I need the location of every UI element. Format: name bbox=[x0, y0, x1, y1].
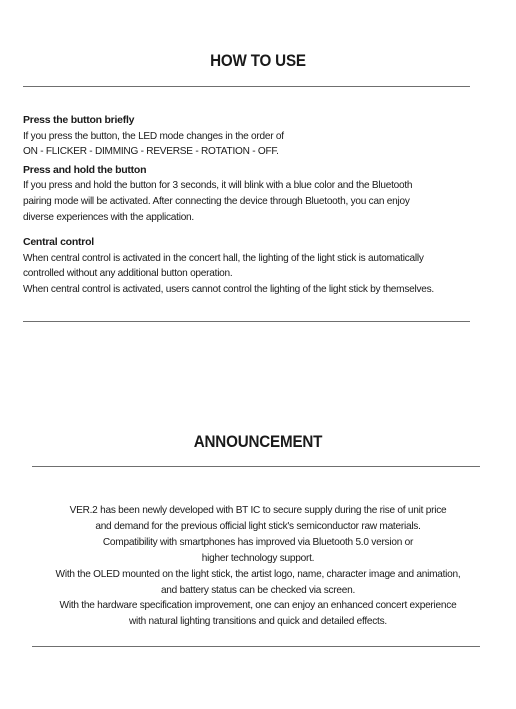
instruction-line: diverse experiences with the application. bbox=[23, 211, 194, 223]
announcement-title: ANNOUNCEMENT bbox=[193, 433, 323, 451]
instruction-item-button-hold bbox=[23, 163, 483, 225]
instruction-line: ON - FLICKER - DIMMING - REVERSE - ROTATION - OFF. bbox=[23, 146, 279, 158]
instruction-line: controlled without any additional button operation. bbox=[23, 268, 233, 280]
instruction-line: If you press and hold the button for 3 seconds, it will blink with a blue color and the Bluetooth bbox=[23, 180, 413, 192]
instruction-title: Press and hold the button bbox=[23, 163, 147, 176]
how-to-use-bottom-divider bbox=[23, 321, 470, 322]
announcement-line: With the OLED mounted on the light stick, the artist logo, name, character image and animation, bbox=[55, 568, 461, 580]
announcement-line: and demand for the previous official light stick's semiconductor raw materials. bbox=[95, 520, 421, 532]
announcement-bottom-divider bbox=[32, 646, 480, 647]
announcement-line: With the hardware specification improvement, one can enjoy an enhanced concert experience bbox=[59, 600, 457, 612]
announcement-line: and battery status can be checked via screen. bbox=[160, 584, 356, 596]
announcement-line: with natural lighting transitions and quick and detailed effects. bbox=[129, 616, 387, 628]
instruction-line: If you press the button, the LED mode changes in the order of bbox=[23, 130, 284, 142]
instruction-title: Central control bbox=[23, 236, 94, 249]
instruction-title: Press the button briefly bbox=[23, 114, 135, 126]
announcement-top-divider bbox=[32, 466, 480, 467]
announcement-line: VER.2 has been newly developed with BT IC to secure supply during the rise of unit price bbox=[69, 505, 447, 516]
how-to-use-content bbox=[23, 113, 483, 298]
instruction-line: pairing mode will be activated. After connecting the device through Bluetooth, you can enjoy bbox=[23, 195, 410, 207]
instruction-item-central-control bbox=[23, 235, 483, 297]
instruction-line: When central control is activated in the concert hall, the lighting of the light stick is automatically bbox=[23, 252, 424, 264]
how-to-use-title: HOW TO USE bbox=[210, 52, 306, 70]
announcement-line: Compatibility with smartphones has improved via Bluetooth 5.0 version or bbox=[102, 536, 414, 548]
instruction-item-button-brief bbox=[23, 113, 483, 160]
how-to-use-top-divider bbox=[23, 86, 470, 87]
announcement-line: higher technology support. bbox=[201, 552, 315, 564]
announcement-content bbox=[10, 503, 506, 630]
instruction-line: When central control is activated, users cannot control the lighting of the light stick by themselves. bbox=[23, 283, 434, 295]
